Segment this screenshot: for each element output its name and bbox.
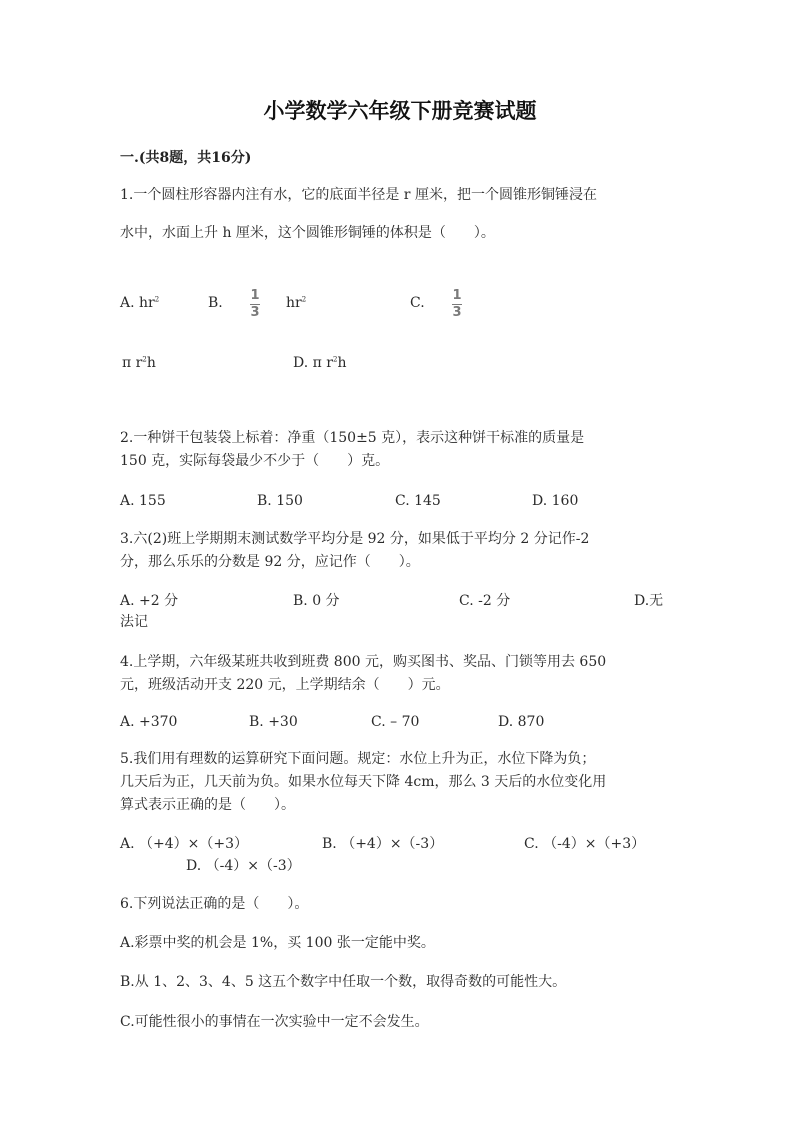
question-4-stem-line1: 4.上学期，六年级某班共收到班费 800 元，购买图书、奖品、门锁等用去 650 <box>120 654 607 670</box>
option-b-label: B. <box>208 295 223 311</box>
fraction-denominator: 3 <box>250 305 260 321</box>
question-4-option-a[interactable]: A. +370 <box>120 714 178 730</box>
fraction-denominator: 3 <box>452 305 462 321</box>
option-c-continuation <box>122 355 156 372</box>
question-5-option-b[interactable]: B. （+4）×（-3） <box>322 836 444 852</box>
question-5-stem-line3: 算式表示正确的是（ ）。 <box>120 797 295 813</box>
question-1-option-a[interactable] <box>120 295 159 312</box>
option-b-text: hr <box>286 295 302 311</box>
option-d-tail: h <box>337 355 347 371</box>
option-c-exponent: 2 <box>142 355 147 364</box>
question-1-stem-line1: 1.一个圆柱形容器内注有水，它的底面半径是 r 厘米，把一个圆锥形铜锤浸在 <box>120 187 597 203</box>
question-3-option-d[interactable]: D.无 <box>634 593 664 609</box>
question-5-stem-line1: 5.我们用有理数的运算研究下面问题。规定：水位上升为正，水位下降为负； <box>120 751 596 767</box>
question-5-option-c[interactable]: C. （-4）×（+3） <box>524 836 646 852</box>
question-1-option-d[interactable] <box>293 355 346 372</box>
question-6-option-b[interactable]: B.从 1、2、3、4、5 这五个数字中任取一个数，取得奇数的可能性大。 <box>120 974 567 990</box>
question-5-stem-line2: 几天后为正，几天前为负。如果水位每天下降 4cm，那么 3 天后的水位变化用 <box>120 774 607 790</box>
option-b-fraction <box>250 289 260 321</box>
fraction-numerator: 1 <box>250 288 260 303</box>
question-6-option-c[interactable]: C.可能性很小的事情在一次实验中一定不会发生。 <box>120 1014 429 1030</box>
question-1-option-c-label[interactable] <box>410 295 425 312</box>
question-1-option-b-label[interactable] <box>208 295 223 312</box>
option-c-tail: h <box>146 355 156 371</box>
option-c-label: C. <box>410 295 425 311</box>
question-4-option-c[interactable]: C. – 70 <box>371 714 420 730</box>
question-5-option-a[interactable]: A. （+4）×（+3） <box>120 836 249 852</box>
question-4-option-b[interactable]: B. +30 <box>249 714 298 730</box>
page-title: 小学数学六年级下册竞赛试题 <box>263 98 537 123</box>
question-2-stem-line1: 2.一种饼干包装袋上标着：净重（150±5 克），表示这种饼干标准的质量是 <box>120 430 585 446</box>
fraction-numerator: 1 <box>452 288 462 303</box>
question-4-stem-line2: 元，班级活动开支 220 元，上学期结余（ ）元。 <box>120 677 450 693</box>
option-d-text: D. π r <box>293 355 333 371</box>
option-c-text: π r <box>122 355 143 371</box>
question-2-option-a[interactable]: A. 155 <box>120 493 166 509</box>
question-2-option-d[interactable]: D. 160 <box>532 493 579 509</box>
question-2-option-c[interactable]: C. 145 <box>395 493 441 509</box>
option-b-tail <box>286 295 306 312</box>
question-3-option-a[interactable]: A. +2 分 <box>120 593 179 609</box>
question-3-stem-line1: 3.六(2)班上学期期末测试数学平均分是 92 分，如果低于平均分 2 分记作-2 <box>120 531 590 547</box>
question-3-option-d-continuation: 法记 <box>120 614 148 630</box>
question-3-option-c[interactable]: C. -2 分 <box>459 593 511 609</box>
option-b-exponent: 2 <box>301 295 307 304</box>
question-4-option-d[interactable]: D. 870 <box>498 714 545 730</box>
question-5-option-d[interactable]: D. （-4）×（-3） <box>186 858 301 874</box>
option-a-text: A. hr <box>120 295 155 311</box>
section-header: 一.(共8题，共16分) <box>120 150 252 166</box>
question-6-option-a[interactable]: A.彩票中奖的机会是 1%，买 100 张一定能中奖。 <box>120 935 435 951</box>
option-d-exponent: 2 <box>332 355 338 364</box>
question-2-stem-line2: 150 克，实际每袋最少不少于（ ）克。 <box>120 453 390 469</box>
question-3-stem-line2: 分，那么乐乐的分数是 92 分，应记作（ ）。 <box>120 554 420 570</box>
option-c-fraction <box>452 289 462 321</box>
question-3-option-b[interactable]: B. 0 分 <box>293 593 340 609</box>
question-1-stem-line2: 水中，水面上升 h 厘米，这个圆锥形铜锤的体积是（ ）。 <box>120 225 495 241</box>
question-6-stem: 6.下列说法正确的是（ ）。 <box>120 896 309 912</box>
option-a-exponent: 2 <box>154 295 160 304</box>
question-2-option-b[interactable]: B. 150 <box>257 493 303 509</box>
